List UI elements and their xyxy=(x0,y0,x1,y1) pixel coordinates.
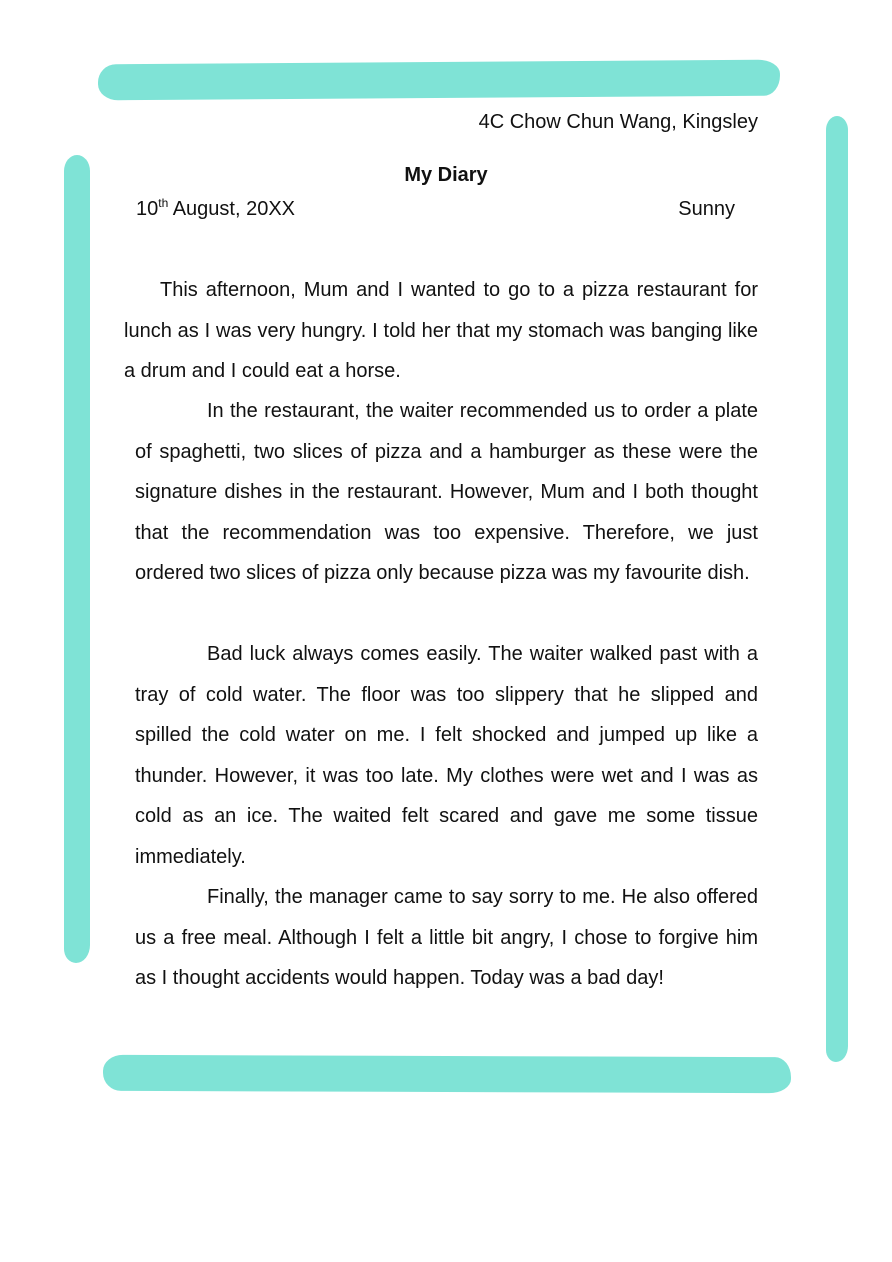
paragraph-4: Finally, the manager came to say sorry to me. He also offered us a free meal. Although I felt a little bit angry, I chose to forgive him as I thought accidents would happen. Today was a bad day! xyxy=(135,886,758,989)
frame-brush-bottom xyxy=(103,1055,791,1093)
frame-brush-right xyxy=(826,116,848,1062)
paragraph-2: In the restaurant, the waiter recommended us to order a plate of spaghetti, two slices of pizza and a hamburger as these were the signature dishes in the restaurant. However, Mum and I both thought that the recommendation was too expensive. Therefore, we just ordered two slices of pizza only because pizza was my favourite dish. xyxy=(135,400,758,584)
diary-title: My Diary xyxy=(404,164,488,186)
weather-label: Sunny xyxy=(678,198,735,220)
paragraph-1: This afternoon, Mum and I wanted to go to a pizza restaurant for lunch as I was very hungry. I told her that my stomach was banging like a drum and I could eat a horse. xyxy=(124,279,758,382)
frame-brush-left xyxy=(64,155,90,963)
date-suffix: th xyxy=(158,196,169,210)
paragraph-3: Bad luck always comes easily. The waiter walked past with a tray of cold water. The floor was too slippery that he slipped and spilled the cold water on me. I felt shocked and jumped up like a thunder. However, it was too late. My clothes were wet and I was as cold as an ice. The waited felt scared and gave me some tissue immediately. xyxy=(135,643,758,868)
date-month-year: August, 20XX xyxy=(168,198,296,220)
entry-date xyxy=(136,196,295,222)
author-line: 4C Chow Chun Wang, Kingsley xyxy=(478,111,758,133)
frame-brush-top xyxy=(98,60,780,101)
date-day: 10 xyxy=(136,198,159,220)
